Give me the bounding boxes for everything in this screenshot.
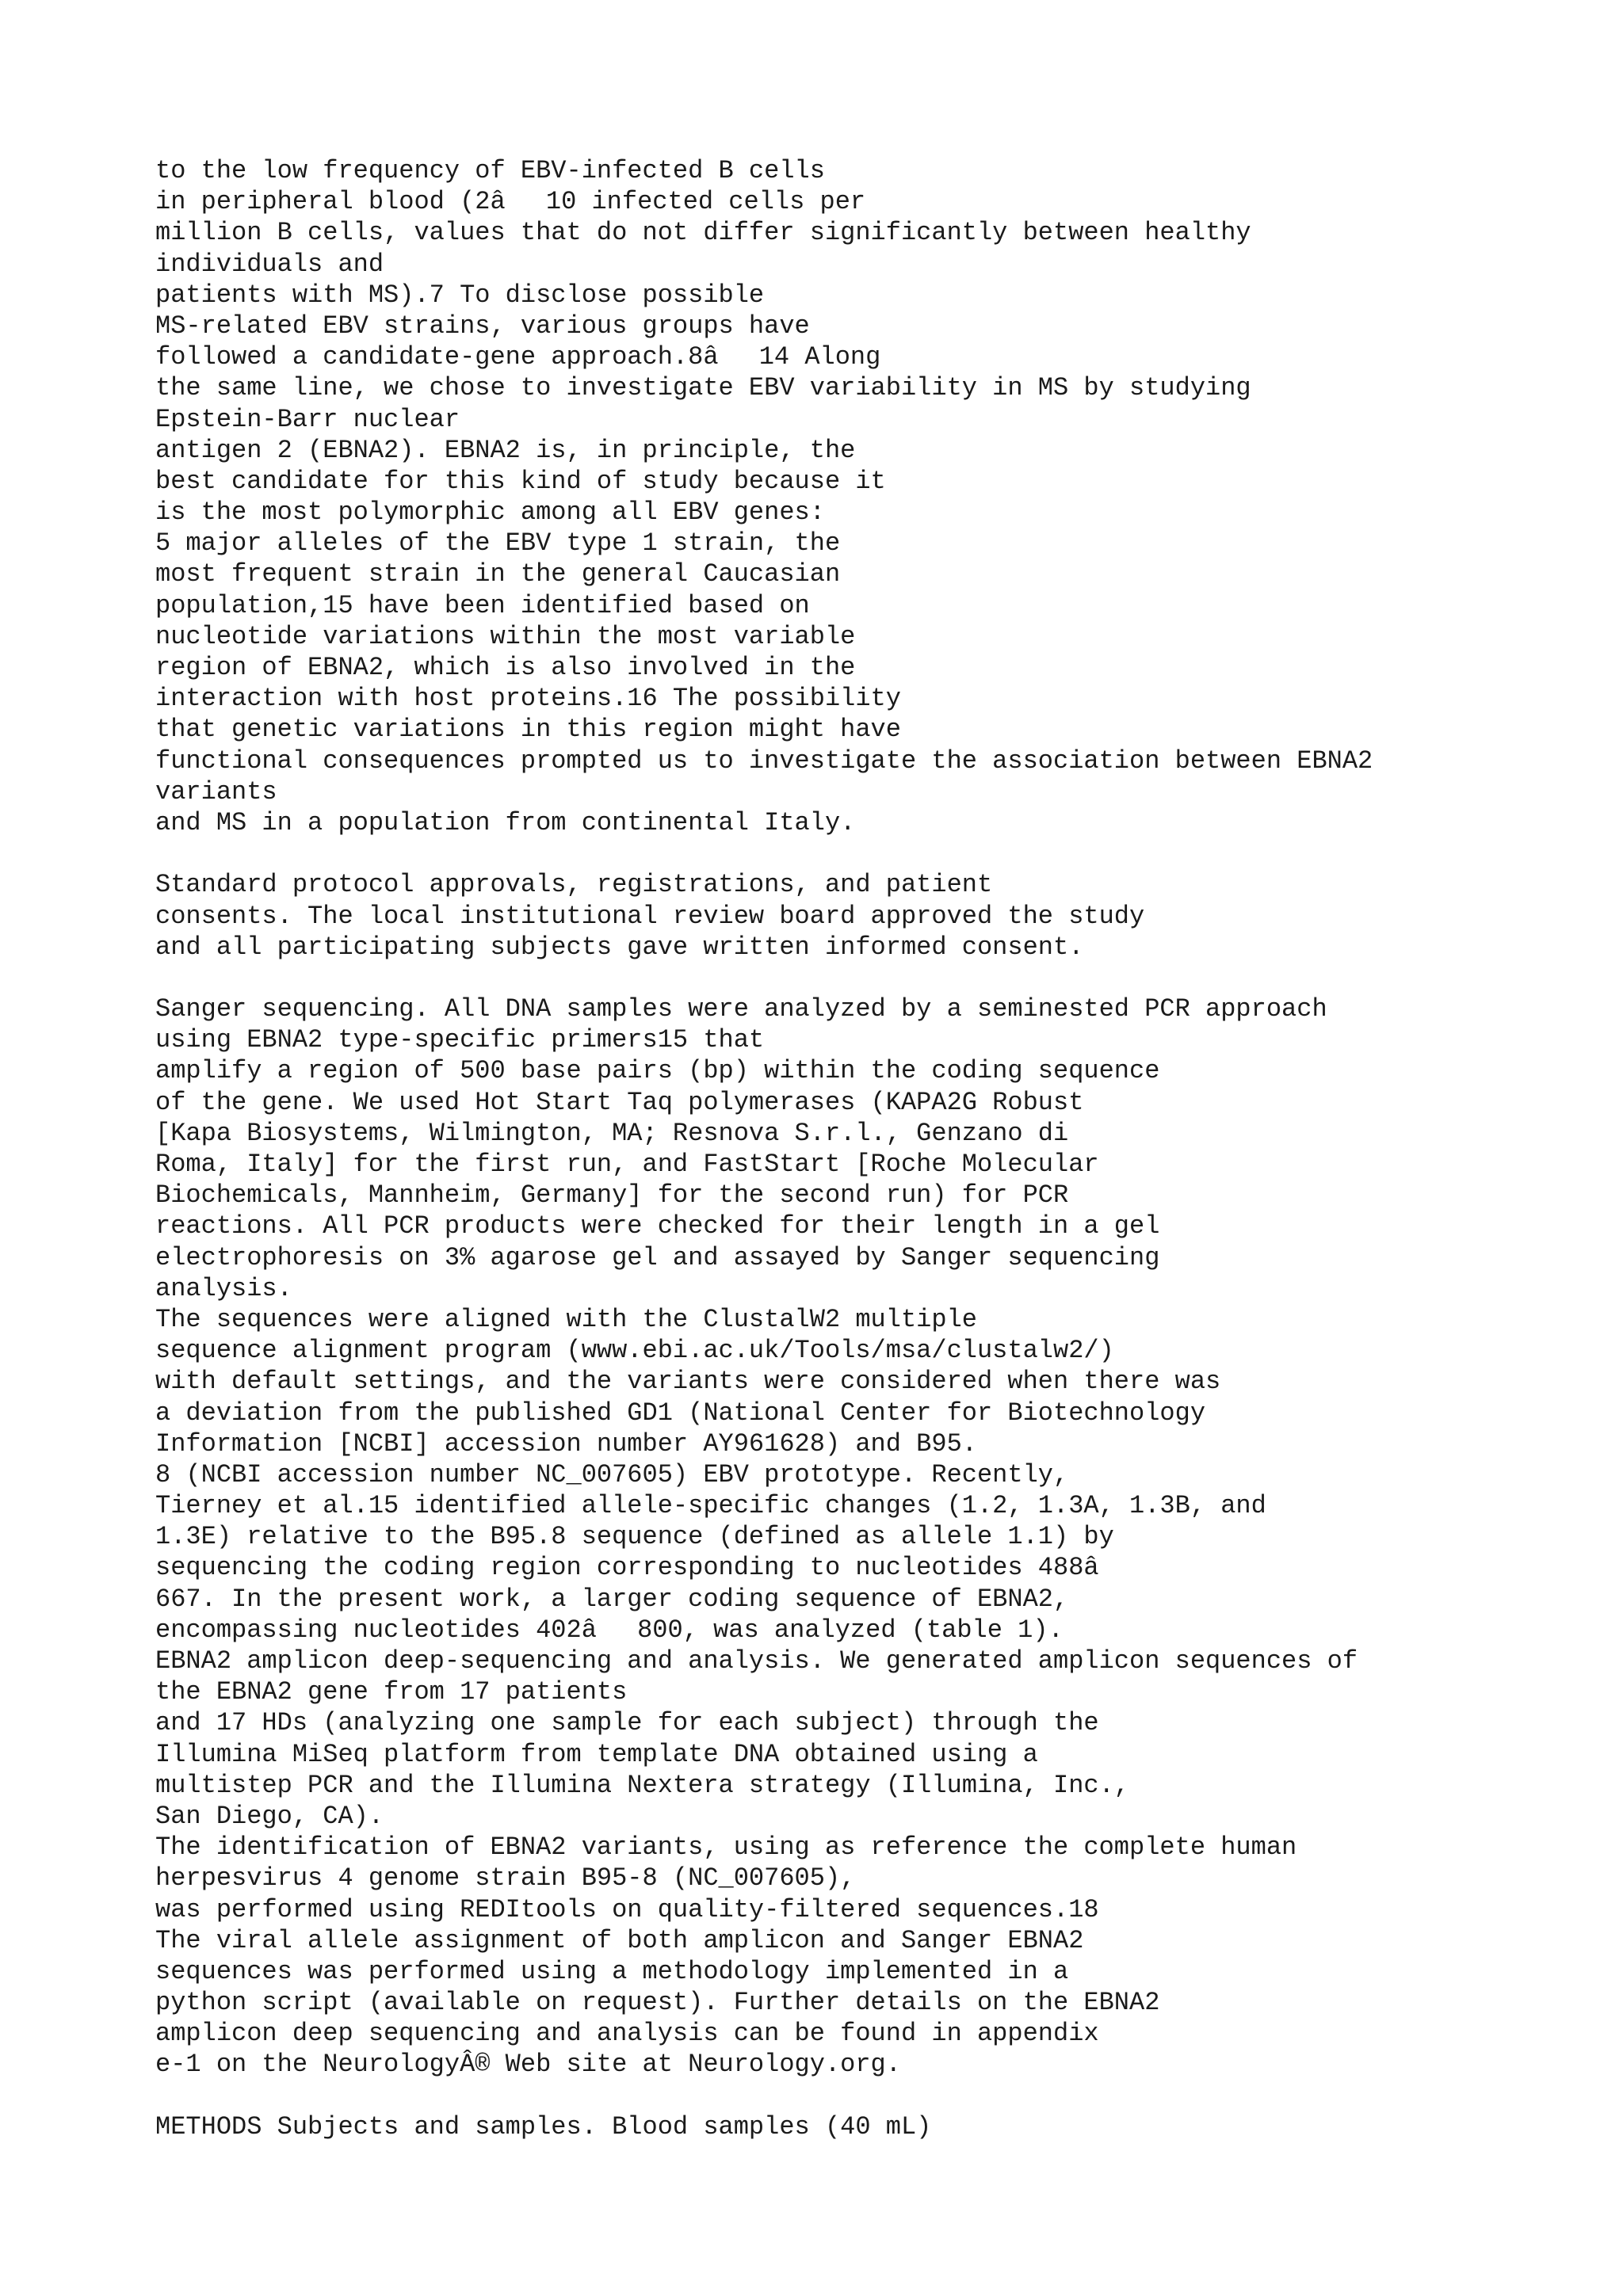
text-line: Tierney et al.15 identified allele-specific changes (1.2, 1.3A, 1.3B, and — [155, 1491, 1266, 1521]
text-line: interaction with host proteins.16 The possibility — [155, 684, 901, 714]
text-line: variants — [155, 776, 277, 807]
text-line: The identification of EBNA2 variants, using as reference the complete human — [155, 1833, 1297, 1863]
text-line: multistep PCR and the Illumina Nextera strategy (Illumina, Inc., — [155, 1770, 1129, 1800]
text-line: analysis. — [155, 1273, 292, 1303]
text-line: antigen 2 (EBNA2). EBNA2 is, in principle, the — [155, 435, 856, 465]
text-line: San Diego, CA). — [155, 1801, 384, 1831]
text-line: followed a candidate-gene approach.8â14 Along — [155, 342, 881, 372]
text-line: the EBNA2 gene from 17 patients — [155, 1677, 628, 1707]
text-line: million B cells, values that do not differ significantly between healthy — [155, 218, 1251, 248]
text-line: The viral allele assignment of both amplicon and Sanger EBNA2 — [155, 1925, 1084, 1955]
text-line: herpesvirus 4 genome strain B95-8 (NC_007605), — [155, 1863, 856, 1894]
text-line: electrophoresis on 3% agarose gel and assayed by Sanger sequencing — [155, 1242, 1160, 1272]
text-line: with default settings, and the variants were considered when there was — [155, 1367, 1221, 1397]
text-line: Roma, Italy] for the first run, and FastStart [Roche Molecular — [155, 1150, 1099, 1179]
paragraph-introduction — [155, 155, 1582, 838]
text-line: Epstein-Barr nuclear — [155, 404, 460, 434]
text-line: individuals and — [155, 249, 384, 279]
text-line: consents. The local institutional review board approved the study — [155, 901, 1145, 931]
paragraph-sequencing — [155, 994, 1582, 2081]
text-line: 1.3E) relative to the B95.8 sequence (defined as allele 1.1) by — [155, 1522, 1114, 1552]
text-line: 667. In the present work, a larger coding sequence of EBNA2, — [155, 1584, 1069, 1614]
text-line: patients with MS).7 To disclose possible — [155, 280, 765, 310]
text-line: Standard protocol approvals, registrations, and patient — [155, 870, 993, 900]
paragraph-spacer — [155, 838, 1582, 869]
text-line: EBNA2 amplicon deep-sequencing and analysis. We generated amplicon sequences of — [155, 1646, 1358, 1676]
text-line: to the low frequency of EBV-infected B cells — [155, 156, 825, 185]
text-line: and MS in a population from continental Italy. — [155, 807, 856, 837]
text-line: a deviation from the published GD1 (National Center for Biotechnology — [155, 1398, 1206, 1428]
text-line: 8 (NCBI accession number NC_007605) EBV prototype. Recently, — [155, 1459, 1069, 1489]
text-line: is the most polymorphic among all EBV genes: — [155, 498, 825, 528]
text-line: sequencing the coding region corresponding to nucleotides 488â — [155, 1553, 1140, 1583]
text-line: Sanger sequencing. All DNA samples were analyzed by a seminested PCR approach — [155, 994, 1327, 1024]
paragraph-methods — [155, 2111, 1582, 2142]
text-line: e-1 on the NeurologyÂ® Web site at Neurology.org. — [155, 2050, 901, 2080]
text-line: of the gene. We used Hot Start Taq polymerases (KAPA2G Robust — [155, 1087, 1084, 1117]
text-line: the same line, we chose to investigate EBV variability in MS by studying — [155, 373, 1251, 403]
text-line: functional consequences prompted us to investigate the association between EBNA2 — [155, 746, 1373, 776]
text-line: reactions. All PCR products were checked for their length in a gel — [155, 1211, 1160, 1241]
text-line: most frequent strain in the general Caucasian — [155, 559, 841, 589]
text-line: MS-related EBV strains, various groups have — [155, 311, 810, 341]
text-line: python script (available on request). Further details on the EBNA2 — [155, 1988, 1160, 2018]
text-line: region of EBNA2, which is also involved in the — [155, 653, 856, 682]
text-line: nucleotide variations within the most variable — [155, 621, 856, 651]
text-line: Biochemicals, Mannheim, Germany] for the second run) for PCR — [155, 1180, 1069, 1211]
text-line: amplify a region of 500 base pairs (bp) within the coding sequence — [155, 1056, 1160, 1086]
text-line: and 17 HDs (analyzing one sample for each subject) through the — [155, 1708, 1099, 1738]
text-line: was performed using REDItools on quality-filtered sequences.18 — [155, 1894, 1099, 1924]
text-line: The sequences were aligned with the ClustalW2 multiple — [155, 1304, 977, 1334]
document-page — [155, 155, 1582, 2142]
text-line: amplicon deep sequencing and analysis can be found in appendix — [155, 2019, 1099, 2049]
text-line: in peripheral blood (2â10 infected cells per — [155, 187, 866, 217]
paragraph-spacer — [155, 2081, 1582, 2111]
paragraph-approvals — [155, 869, 1582, 963]
text-line: [Kapa Biosystems, Wilmington, MA; Resnova S.r.l., Genzano di — [155, 1118, 1069, 1148]
text-line: using EBNA2 type-specific primers15 that — [155, 1025, 765, 1055]
text-line: population,15 have been identified based on — [155, 590, 810, 620]
text-line: sequence alignment program (www.ebi.ac.uk/Tools/msa/clustalw2/) — [155, 1336, 1114, 1366]
text-line: Illumina MiSeq platform from template DNA obtained using a — [155, 1739, 1038, 1769]
text-line: Information [NCBI] accession number AY961628) and B95. — [155, 1428, 977, 1459]
text-line: and all participating subjects gave written informed consent. — [155, 932, 1084, 962]
text-line: encompassing nucleotides 402â800, was analyzed (table 1). — [155, 1615, 1064, 1645]
text-line: best candidate for this kind of study because it — [155, 466, 886, 496]
paragraph-spacer — [155, 963, 1582, 994]
text-line: 5 major alleles of the EBV type 1 strain, the — [155, 528, 841, 559]
text-line: METHODS Subjects and samples. Blood samples (40 mL) — [155, 2111, 932, 2142]
text-line: sequences was performed using a methodology implemented in a — [155, 1956, 1069, 1986]
text-line: that genetic variations in this region might have — [155, 715, 901, 745]
